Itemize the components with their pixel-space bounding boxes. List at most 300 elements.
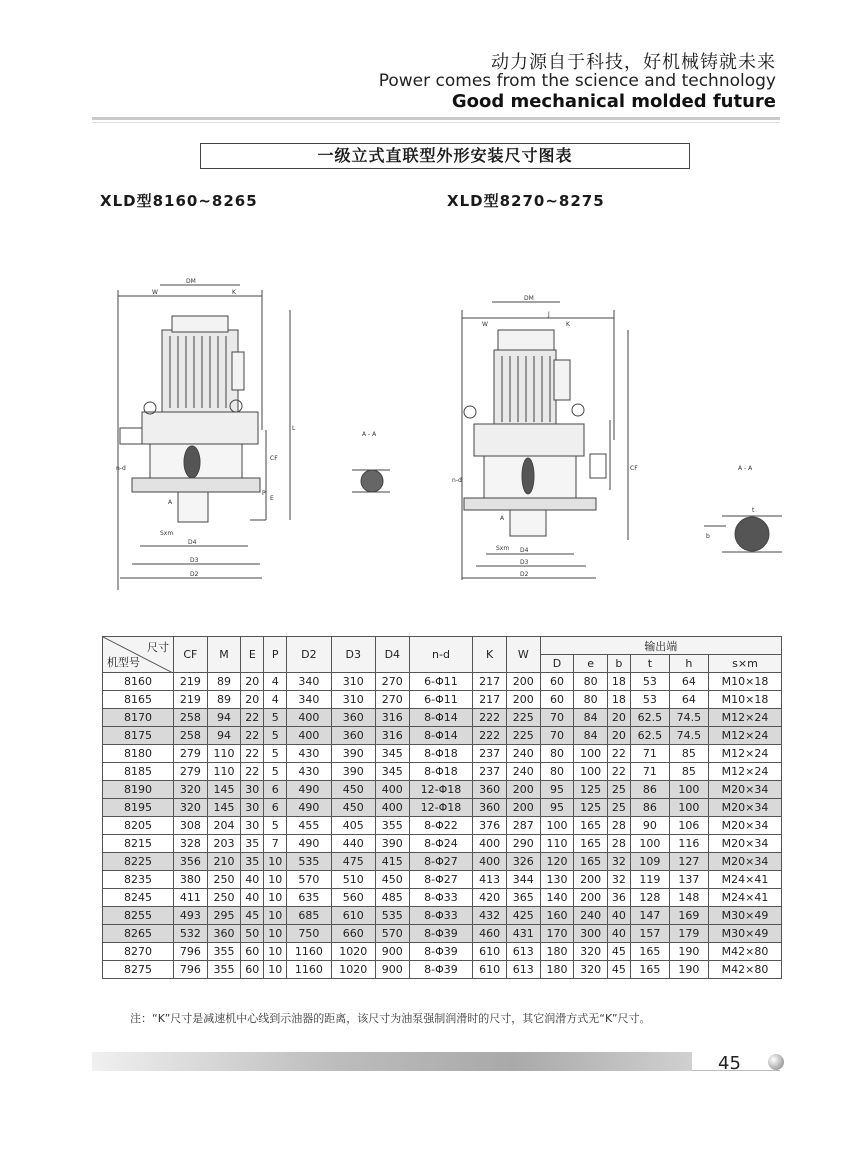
table-cell: 420 <box>473 889 507 907</box>
table-cell: 610 <box>473 943 507 961</box>
table-cell: 6 <box>264 781 287 799</box>
col-header-out-e: e <box>574 655 608 673</box>
table-cell: M30×49 <box>708 925 781 943</box>
table-cell: 360 <box>207 925 241 943</box>
table-cell: 1160 <box>287 943 331 961</box>
table-cell: 493 <box>174 907 208 925</box>
slogan-chinese: 动力源自于科技，好机械铸就未来 <box>491 52 776 73</box>
table-cell: 610 <box>473 961 507 979</box>
col-header-m: M <box>207 637 241 673</box>
table-row <box>103 925 782 943</box>
table-cell: 165 <box>630 943 669 961</box>
table-row <box>103 817 782 835</box>
table-cell: 165 <box>574 817 608 835</box>
table-cell: 10 <box>264 943 287 961</box>
table-cell: 10 <box>264 907 287 925</box>
table-cell: 200 <box>506 781 540 799</box>
table-cell: 400 <box>375 781 409 799</box>
table-cell: 40 <box>607 925 630 943</box>
table-cell: 6-Φ11 <box>409 691 473 709</box>
table-cell: 60 <box>241 961 264 979</box>
table-cell: 570 <box>287 871 331 889</box>
table-cell: 22 <box>607 745 630 763</box>
table-cell: 300 <box>574 925 608 943</box>
cell-model: 8180 <box>103 745 174 763</box>
dimension-table <box>102 636 782 979</box>
label-cf: CF <box>270 455 278 462</box>
right-reducer-drawing <box>462 302 628 580</box>
table-cell: 35 <box>241 853 264 871</box>
table-cell: 20 <box>241 673 264 691</box>
cell-model: 8215 <box>103 835 174 853</box>
table-cell: 160 <box>540 907 574 925</box>
table-cell: 170 <box>540 925 574 943</box>
table-cell: 32 <box>607 871 630 889</box>
table-cell: 360 <box>331 727 375 745</box>
table-cell: M24×41 <box>708 889 781 907</box>
table-cell: 8-Φ14 <box>409 709 473 727</box>
table-row <box>103 727 782 745</box>
table-row <box>103 763 782 781</box>
table-cell: 84 <box>574 709 608 727</box>
table-cell: 360 <box>473 781 507 799</box>
table-cell: 413 <box>473 871 507 889</box>
table-cell: 432 <box>473 907 507 925</box>
table-cell: 18 <box>607 673 630 691</box>
table-cell: 560 <box>331 889 375 907</box>
table-cell: 95 <box>540 781 574 799</box>
table-cell: 20 <box>607 709 630 727</box>
label-d2: D2 <box>190 571 199 578</box>
table-cell: M12×24 <box>708 709 781 727</box>
table-cell: 250 <box>207 889 241 907</box>
table-row <box>103 691 782 709</box>
table-cell: 120 <box>540 853 574 871</box>
left-reducer-drawing <box>118 285 290 590</box>
table-cell: 344 <box>506 871 540 889</box>
label-k: K <box>232 289 236 296</box>
table-cell: 356 <box>174 853 208 871</box>
table-cell: 400 <box>473 853 507 871</box>
table-cell: 60 <box>540 673 574 691</box>
label-a-right: A <box>500 515 505 522</box>
table-cell: 222 <box>473 709 507 727</box>
slogan-english-bold: Good mechanical molded future <box>451 91 776 112</box>
table-cell: 796 <box>174 961 208 979</box>
table-cell: 145 <box>207 781 241 799</box>
table-cell: 18 <box>607 691 630 709</box>
table-cell: 119 <box>630 871 669 889</box>
table-cell: 22 <box>607 763 630 781</box>
table-cell: M12×24 <box>708 763 781 781</box>
table-cell: 345 <box>375 763 409 781</box>
table-cell: 355 <box>207 961 241 979</box>
table-cell: 89 <box>207 673 241 691</box>
label-a: A <box>168 499 173 506</box>
table-cell: 148 <box>669 889 708 907</box>
table-cell: 137 <box>669 871 708 889</box>
table-cell: 50 <box>241 925 264 943</box>
table-cell: 127 <box>669 853 708 871</box>
label-w-right: W <box>482 321 488 328</box>
table-cell: 147 <box>630 907 669 925</box>
subtitle-right: XLD型8270~8275 <box>447 192 605 210</box>
table-cell: 355 <box>375 817 409 835</box>
table-cell: 100 <box>540 817 574 835</box>
table-cell: M20×34 <box>708 835 781 853</box>
table-cell: M20×34 <box>708 781 781 799</box>
label-e: E <box>270 495 274 502</box>
table-cell: 316 <box>375 709 409 727</box>
table-cell: 310 <box>331 673 375 691</box>
table-cell: 1160 <box>287 961 331 979</box>
subtitle-left: XLD型8160~8265 <box>100 192 258 210</box>
table-cell: 431 <box>506 925 540 943</box>
table-cell: 4 <box>264 691 287 709</box>
table-cell: 5 <box>264 709 287 727</box>
table-cell: 165 <box>574 835 608 853</box>
table-cell: 270 <box>375 691 409 709</box>
footer-bar <box>92 1052 692 1071</box>
cell-model: 8205 <box>103 817 174 835</box>
table-cell: 390 <box>375 835 409 853</box>
table-cell: 6-Φ11 <box>409 673 473 691</box>
table-row <box>103 871 782 889</box>
table-cell: 345 <box>375 745 409 763</box>
table-cell: 5 <box>264 727 287 745</box>
table-body <box>103 673 782 979</box>
label-nd: n-d <box>116 465 126 472</box>
table-cell: 53 <box>630 673 669 691</box>
table-cell: 62.5 <box>630 727 669 745</box>
table-cell: 400 <box>287 727 331 745</box>
table-cell: 237 <box>473 763 507 781</box>
label-t: t <box>752 507 755 514</box>
table-cell: 8-Φ14 <box>409 727 473 745</box>
table-cell: 8-Φ27 <box>409 853 473 871</box>
table-cell: 8-Φ39 <box>409 943 473 961</box>
table-cell: 450 <box>331 781 375 799</box>
table-cell: 310 <box>331 691 375 709</box>
cell-model: 8235 <box>103 871 174 889</box>
table-row <box>103 961 782 979</box>
table-cell: 10 <box>264 871 287 889</box>
table-cell: 157 <box>630 925 669 943</box>
table-cell: M20×34 <box>708 817 781 835</box>
table-cell: 279 <box>174 745 208 763</box>
table-cell: 796 <box>174 943 208 961</box>
table-cell: M30×49 <box>708 907 781 925</box>
label-l: L <box>292 425 296 432</box>
col-header-out-b: b <box>607 655 630 673</box>
table-cell: 376 <box>473 817 507 835</box>
table-cell: 535 <box>375 907 409 925</box>
cell-model: 8275 <box>103 961 174 979</box>
table-cell: 200 <box>574 889 608 907</box>
table-cell: 200 <box>506 691 540 709</box>
col-header-out-sxm: s×m <box>708 655 781 673</box>
table-cell: 130 <box>540 871 574 889</box>
cell-model: 8165 <box>103 691 174 709</box>
table-cell: 8-Φ33 <box>409 907 473 925</box>
label-d3-right: D3 <box>520 559 529 566</box>
table-cell: 1020 <box>331 961 375 979</box>
table-cell: 53 <box>630 691 669 709</box>
table-cell: 460 <box>473 925 507 943</box>
page-ball-icon <box>768 1054 784 1070</box>
table-cell: 320 <box>574 943 608 961</box>
table-cell: 10 <box>264 925 287 943</box>
table-cell: 110 <box>540 835 574 853</box>
table-cell: 320 <box>174 799 208 817</box>
table-cell: 355 <box>207 943 241 961</box>
table-cell: 7 <box>264 835 287 853</box>
slogan-english: Power comes from the science and technology <box>378 71 776 91</box>
table-cell: 475 <box>331 853 375 871</box>
table-cell: 240 <box>506 745 540 763</box>
table-row <box>103 907 782 925</box>
label-w: W <box>152 289 158 296</box>
table-corner-header <box>103 637 174 673</box>
table-cell: 180 <box>540 943 574 961</box>
table-cell: 125 <box>574 799 608 817</box>
table-cell: 750 <box>287 925 331 943</box>
table-cell: M12×24 <box>708 727 781 745</box>
table-cell: 106 <box>669 817 708 835</box>
label-sxm: Sxm <box>160 530 174 537</box>
table-cell: 365 <box>506 889 540 907</box>
table-cell: 400 <box>287 709 331 727</box>
table-cell: 10 <box>264 961 287 979</box>
table-cell: 190 <box>669 961 708 979</box>
table-cell: M12×24 <box>708 745 781 763</box>
table-cell: M20×34 <box>708 853 781 871</box>
table-cell: 316 <box>375 727 409 745</box>
table-row <box>103 745 782 763</box>
table-cell: 70 <box>540 709 574 727</box>
table-cell: 74.5 <box>669 727 708 745</box>
table-cell: 100 <box>574 763 608 781</box>
table-cell: 20 <box>607 727 630 745</box>
table-cell: 179 <box>669 925 708 943</box>
table-cell: 225 <box>506 727 540 745</box>
table-cell: 390 <box>331 745 375 763</box>
table-cell: 22 <box>241 745 264 763</box>
table-cell: 390 <box>331 763 375 781</box>
table-cell: 219 <box>174 673 208 691</box>
table-cell: 240 <box>574 907 608 925</box>
col-header-output: 输出端 <box>540 637 781 655</box>
table-cell: 90 <box>630 817 669 835</box>
table-cell: 258 <box>174 727 208 745</box>
table-cell: 110 <box>207 745 241 763</box>
table-cell: 204 <box>207 817 241 835</box>
table-cell: 320 <box>574 961 608 979</box>
label-cf-right: CF <box>630 465 638 472</box>
table-cell: 20 <box>241 691 264 709</box>
table-row <box>103 781 782 799</box>
label-p: P <box>262 490 266 497</box>
table-cell: 660 <box>331 925 375 943</box>
table-cell: 36 <box>607 889 630 907</box>
table-cell: 250 <box>207 871 241 889</box>
table-cell: 94 <box>207 727 241 745</box>
table-cell: 180 <box>540 961 574 979</box>
col-header-k: K <box>473 637 507 673</box>
table-cell: 430 <box>287 763 331 781</box>
table-cell: 140 <box>540 889 574 907</box>
table-cell: 30 <box>241 799 264 817</box>
table-cell: 340 <box>287 673 331 691</box>
table-cell: 450 <box>331 799 375 817</box>
table-cell: 10 <box>264 853 287 871</box>
table-cell: 6 <box>264 799 287 817</box>
table-cell: 165 <box>630 961 669 979</box>
table-cell: 64 <box>669 673 708 691</box>
table-cell: 485 <box>375 889 409 907</box>
table-cell: M42×80 <box>708 961 781 979</box>
table-cell: 380 <box>174 871 208 889</box>
table-cell: 360 <box>331 709 375 727</box>
table-cell: 222 <box>473 727 507 745</box>
col-header-e: E <box>241 637 264 673</box>
table-cell: 240 <box>506 763 540 781</box>
right-section-label: A - A <box>738 465 753 472</box>
table-row <box>103 799 782 817</box>
table-cell: 64 <box>669 691 708 709</box>
table-cell: M24×41 <box>708 871 781 889</box>
table-cell: 258 <box>174 709 208 727</box>
page-number: 45 <box>718 1053 741 1074</box>
table-cell: 165 <box>574 853 608 871</box>
table-cell: 85 <box>669 745 708 763</box>
table-cell: 80 <box>574 673 608 691</box>
cell-model: 8245 <box>103 889 174 907</box>
table-cell: 25 <box>607 781 630 799</box>
table-cell: 328 <box>174 835 208 853</box>
table-cell: 200 <box>574 871 608 889</box>
table-cell: 415 <box>375 853 409 871</box>
table-cell: 116 <box>669 835 708 853</box>
table-cell: 225 <box>506 709 540 727</box>
cell-model: 8265 <box>103 925 174 943</box>
table-cell: 60 <box>241 943 264 961</box>
table-cell: 45 <box>607 961 630 979</box>
table-cell: 145 <box>207 799 241 817</box>
table-cell: 510 <box>331 871 375 889</box>
table-cell: 8-Φ22 <box>409 817 473 835</box>
table-cell: 532 <box>174 925 208 943</box>
table-cell: 4 <box>264 673 287 691</box>
col-header-out-d: D <box>540 655 574 673</box>
table-cell: 900 <box>375 943 409 961</box>
table-cell: 74.5 <box>669 709 708 727</box>
table-cell: 200 <box>506 673 540 691</box>
left-section-label: A - A <box>362 431 377 438</box>
table-cell: M10×18 <box>708 673 781 691</box>
table-cell: 80 <box>540 745 574 763</box>
col-header-p: P <box>264 637 287 673</box>
table-cell: 326 <box>506 853 540 871</box>
table-cell: 535 <box>287 853 331 871</box>
table-row <box>103 889 782 907</box>
table-cell: 1020 <box>331 943 375 961</box>
table-cell: 8-Φ18 <box>409 745 473 763</box>
table-cell: 8-Φ39 <box>409 961 473 979</box>
table-cell: 25 <box>607 799 630 817</box>
table-cell: M20×34 <box>708 799 781 817</box>
table-cell: 12-Φ18 <box>409 781 473 799</box>
cell-model: 8185 <box>103 763 174 781</box>
col-header-d3: D3 <box>331 637 375 673</box>
table-cell: 40 <box>241 871 264 889</box>
label-d4: D4 <box>188 539 197 546</box>
table-cell: 8-Φ18 <box>409 763 473 781</box>
table-cell: 210 <box>207 853 241 871</box>
table-cell: 400 <box>473 835 507 853</box>
table-cell: 86 <box>630 799 669 817</box>
table-cell: 22 <box>241 727 264 745</box>
table-cell: 200 <box>506 799 540 817</box>
table-cell: 5 <box>264 745 287 763</box>
table-cell: 219 <box>174 691 208 709</box>
table-cell: 8-Φ27 <box>409 871 473 889</box>
table-cell: M10×18 <box>708 691 781 709</box>
table-cell: 22 <box>241 709 264 727</box>
table-cell: 28 <box>607 835 630 853</box>
label-j-right: J <box>548 311 550 318</box>
label-nd-right: n-d <box>452 477 462 484</box>
table-cell: 279 <box>174 763 208 781</box>
table-cell: 610 <box>331 907 375 925</box>
table-cell: 320 <box>174 781 208 799</box>
label-k-right: K <box>566 321 570 328</box>
table-cell: 169 <box>669 907 708 925</box>
table-cell: 490 <box>287 781 331 799</box>
table-cell: 95 <box>540 799 574 817</box>
table-cell: 900 <box>375 961 409 979</box>
table-cell: 84 <box>574 727 608 745</box>
table-cell: 425 <box>506 907 540 925</box>
table-cell: 100 <box>630 835 669 853</box>
cell-model: 8225 <box>103 853 174 871</box>
table-cell: 30 <box>241 781 264 799</box>
page-title: 一级立式直联型外形安装尺寸图表 <box>200 143 690 169</box>
col-header-d4: D4 <box>375 637 409 673</box>
table-cell: 270 <box>375 673 409 691</box>
table-cell: 440 <box>331 835 375 853</box>
table-cell: 287 <box>506 817 540 835</box>
left-section-view <box>352 470 390 492</box>
table-cell: 635 <box>287 889 331 907</box>
table-cell: 5 <box>264 817 287 835</box>
table-cell: 128 <box>630 889 669 907</box>
table-cell: 45 <box>241 907 264 925</box>
table-row <box>103 835 782 853</box>
cell-model: 8195 <box>103 799 174 817</box>
table-cell: 45 <box>607 943 630 961</box>
col-header-out-h: h <box>669 655 708 673</box>
table-cell: 5 <box>264 763 287 781</box>
table-cell: 71 <box>630 763 669 781</box>
table-cell: 100 <box>669 799 708 817</box>
table-cell: 32 <box>607 853 630 871</box>
table-cell: 30 <box>241 817 264 835</box>
table-cell: 85 <box>669 763 708 781</box>
table-cell: 685 <box>287 907 331 925</box>
col-header-d2: D2 <box>287 637 331 673</box>
table-cell: 570 <box>375 925 409 943</box>
